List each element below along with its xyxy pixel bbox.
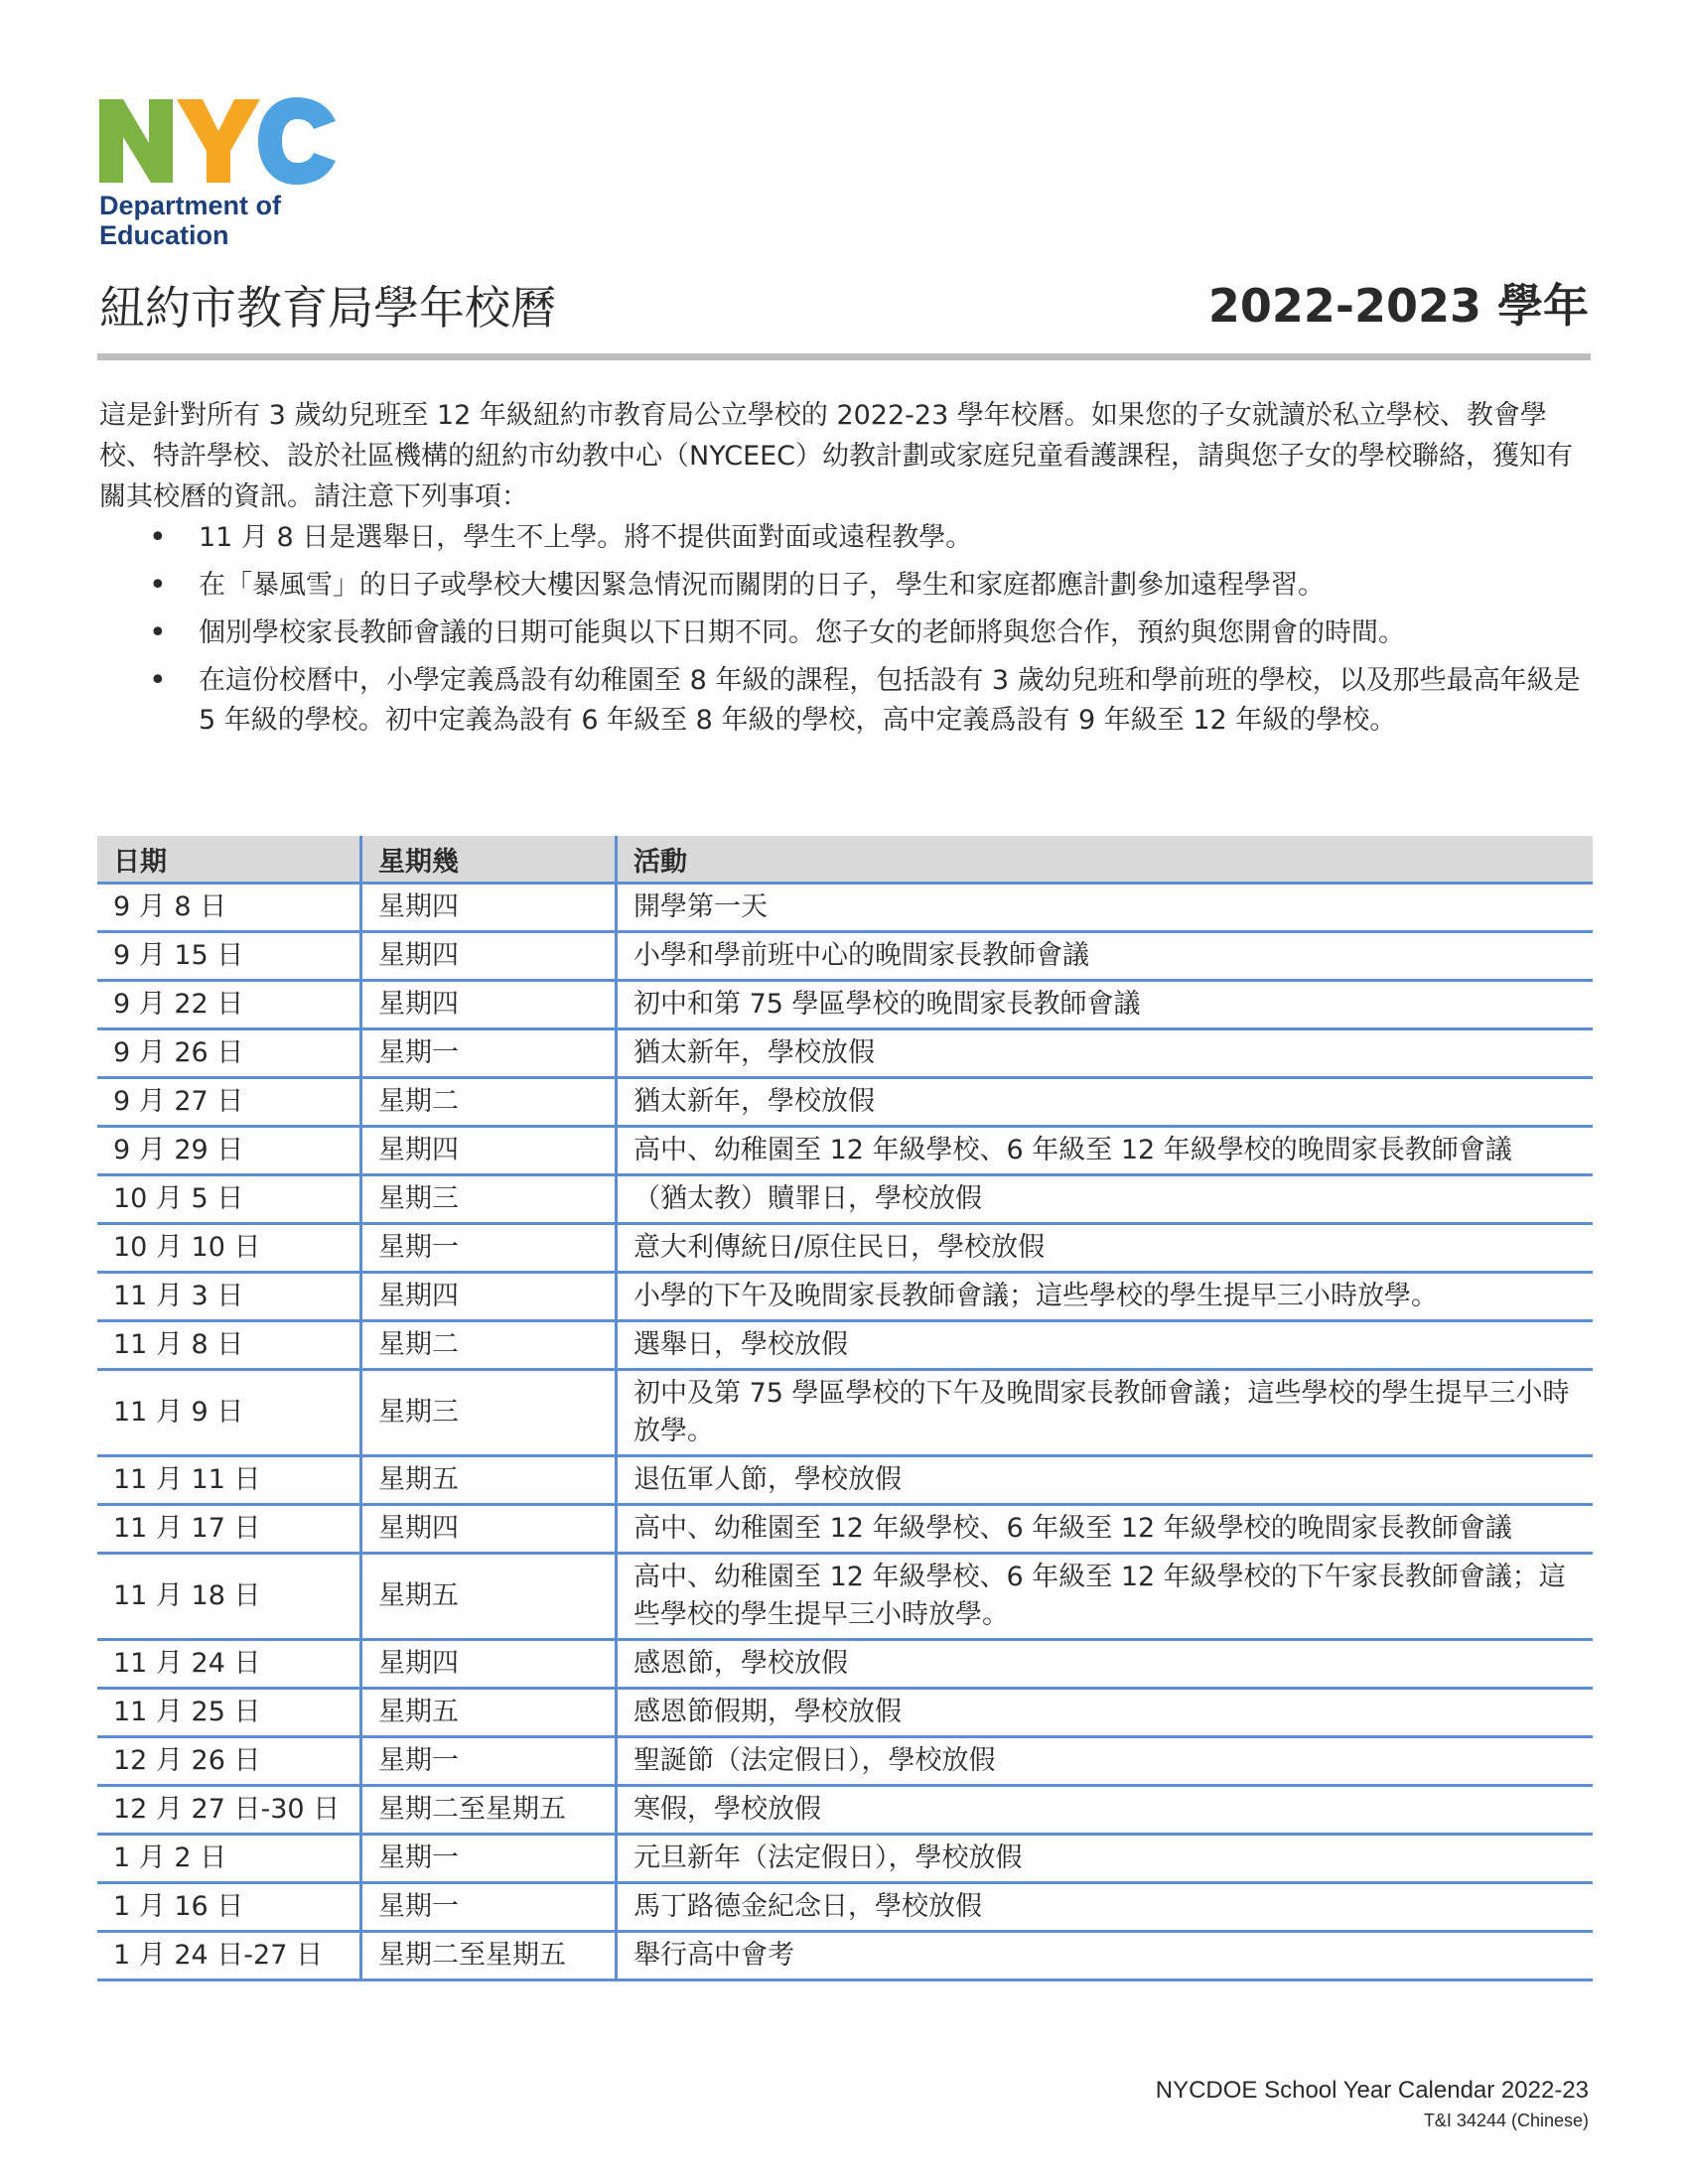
table-row: [97, 1370, 1593, 1456]
table-row: [97, 1078, 1593, 1127]
cell-date: 10 月 10 日: [97, 1224, 361, 1273]
cell-weekday: 星期五: [361, 1689, 617, 1737]
cell-activity: 聖誕節（法定假日），學校放假: [617, 1737, 1594, 1786]
cell-weekday: 星期一: [361, 1224, 617, 1273]
table-row: [97, 1932, 1593, 1980]
cell-date: 11 月 24 日: [97, 1640, 361, 1689]
cell-activity: （猶太教）贖罪日，學校放假: [617, 1175, 1594, 1224]
cell-weekday: 星期二: [361, 1321, 617, 1370]
nyc-logo-icon: [99, 95, 338, 187]
cell-activity: 小學的下午及晚間家長教師會議；這些學校的學生提早三小時放學。: [617, 1273, 1594, 1321]
cell-activity: 初中和第 75 學區學校的晚間家長教師會議: [617, 981, 1594, 1029]
cell-activity: 小學和學前班中心的晚間家長教師會議: [617, 932, 1594, 981]
nyc-doe-logo: [99, 95, 338, 250]
cell-weekday: 星期一: [361, 1883, 617, 1932]
cell-date: 11 月 8 日: [97, 1321, 361, 1370]
intro-paragraph: 這是針對所有 3 歲幼兒班至 12 年級紐約市教育局公立學校的 2022-23 學年校曆。如果您的子女就讀於私立學校、教會學校、特許學校、設於社區機構的紐約市幼教中心（NYCEEC）幼教計劃或家庭兒童看護課程，請與您子女的學校聯絡，獲知有關其校曆的資訊。請注意下列事項：: [99, 400, 1574, 512]
cell-activity: 高中、幼稚園至 12 年級學校、6 年級至 12 年級學校的下午家長教師會議；這些學校的學生提早三小時放學。: [617, 1554, 1594, 1640]
cell-weekday: 星期四: [361, 932, 617, 981]
table-row: [97, 1689, 1593, 1737]
table-row: [97, 1640, 1593, 1689]
cell-activity: 退伍軍人節，學校放假: [617, 1456, 1594, 1505]
cell-activity: 意大利傳統日/原住民日，學校放假: [617, 1224, 1594, 1273]
header-date: 日期: [97, 836, 361, 884]
cell-activity: 元旦新年（法定假日），學校放假: [617, 1835, 1594, 1883]
table-row: [97, 1273, 1593, 1321]
footer-code: T&I 34244 (Chinese): [1423, 2111, 1589, 2130]
table-row: [97, 1554, 1593, 1640]
cell-activity: 舉行高中會考: [617, 1932, 1594, 1980]
header-activity: 活動: [617, 836, 1594, 884]
calendar-body: [97, 884, 1593, 1980]
cell-weekday: 星期四: [361, 1127, 617, 1175]
cell-activity: 猶太新年，學校放假: [617, 1078, 1594, 1127]
cell-activity: 感恩節，學校放假: [617, 1640, 1594, 1689]
cell-activity: 感恩節假期，學校放假: [617, 1689, 1594, 1737]
cell-date: 12 月 26 日: [97, 1737, 361, 1786]
table-row: [97, 884, 1593, 932]
cell-date: 9 月 29 日: [97, 1127, 361, 1175]
cell-weekday: 星期二: [361, 1078, 617, 1127]
header-divider: [97, 353, 1591, 360]
table-row: [97, 1029, 1593, 1078]
cell-date: 12 月 27 日-30 日: [97, 1786, 361, 1835]
cell-date: 11 月 25 日: [97, 1689, 361, 1737]
cell-date: 10 月 5 日: [97, 1175, 361, 1224]
cell-date: 9 月 26 日: [97, 1029, 361, 1078]
dept-line-2: Education: [99, 220, 229, 250]
notes-list: [99, 518, 1589, 749]
table-row: [97, 1786, 1593, 1835]
cell-activity: 選舉日，學校放假: [617, 1321, 1594, 1370]
cell-weekday: 星期一: [361, 1029, 617, 1078]
table-row: [97, 1224, 1593, 1273]
footer-title: NYCDOE School Year Calendar 2022-23: [1155, 2077, 1589, 2104]
note-item: • 在這份校曆中，小學定義爲設有幼稚園至 8 年級的課程，包括設有 3 歲幼兒班和學前班的學校，以及那些最高年級是 5 年級的學校。初中定義為設有 6 年級至 8 年級的學校，高中定義爲設有 9 年級至 12 年級的學校。: [99, 661, 1589, 741]
table-row: [97, 932, 1593, 981]
cell-activity: 馬丁路德金紀念日，學校放假: [617, 1883, 1594, 1932]
note-item: • 11 月 8 日是選舉日，學生不上學。將不提供面對面或遠程教學。: [99, 518, 1589, 558]
cell-activity: 寒假，學校放假: [617, 1786, 1594, 1835]
cell-activity: 開學第一天: [617, 884, 1594, 932]
cell-date: 1 月 2 日: [97, 1835, 361, 1883]
table-row: [97, 1883, 1593, 1932]
cell-activity: 高中、幼稚園至 12 年級學校、6 年級至 12 年級學校的晚間家長教師會議: [617, 1505, 1594, 1554]
dept-line-1: Department of: [99, 191, 282, 220]
cell-weekday: 星期五: [361, 1456, 617, 1505]
table-row: [97, 1456, 1593, 1505]
table-row: [97, 1737, 1593, 1786]
header-weekday: 星期幾: [361, 836, 617, 884]
calendar-table: [97, 836, 1593, 1981]
table-row: [97, 1175, 1593, 1224]
table-row: [97, 1835, 1593, 1883]
cell-date: 11 月 18 日: [97, 1554, 361, 1640]
cell-activity: 初中及第 75 學區學校的下午及晚間家長教師會議；這些學校的學生提早三小時放學。: [617, 1370, 1594, 1456]
page-title: 紐約市教育局學年校曆: [99, 281, 556, 335]
cell-weekday: 星期一: [361, 1835, 617, 1883]
cell-weekday: 星期二至星期五: [361, 1786, 617, 1835]
cell-weekday: 星期三: [361, 1175, 617, 1224]
cell-weekday: 星期四: [361, 1505, 617, 1554]
table-row: [97, 1127, 1593, 1175]
cell-activity: 高中、幼稚園至 12 年級學校、6 年級至 12 年級學校的晚間家長教師會議: [617, 1127, 1594, 1175]
cell-date: 11 月 9 日: [97, 1370, 361, 1456]
cell-weekday: 星期三: [361, 1370, 617, 1456]
cell-date: 9 月 27 日: [97, 1078, 361, 1127]
cell-date: 11 月 17 日: [97, 1505, 361, 1554]
cell-activity: 猶太新年，學校放假: [617, 1029, 1594, 1078]
cell-date: 9 月 8 日: [97, 884, 361, 932]
cell-date: 11 月 11 日: [97, 1456, 361, 1505]
cell-weekday: 星期四: [361, 981, 617, 1029]
cell-weekday: 星期五: [361, 1554, 617, 1640]
cell-weekday: 星期四: [361, 884, 617, 932]
table-row: [97, 1505, 1593, 1554]
cell-date: 1 月 24 日-27 日: [97, 1932, 361, 1980]
cell-weekday: 星期四: [361, 1640, 617, 1689]
cell-weekday: 星期四: [361, 1273, 617, 1321]
cell-weekday: 星期二至星期五: [361, 1932, 617, 1980]
school-year: 2022-2023 學年: [1207, 279, 1589, 333]
cell-date: 9 月 22 日: [97, 981, 361, 1029]
cell-date: 11 月 3 日: [97, 1273, 361, 1321]
note-item: • 個別學校家長教師會議的日期可能與以下日期不同。您子女的老師將與您合作，預約與您開會的時間。: [99, 614, 1589, 653]
cell-weekday: 星期一: [361, 1737, 617, 1786]
table-header-row: [97, 836, 1593, 884]
cell-date: 9 月 15 日: [97, 932, 361, 981]
table-row: [97, 981, 1593, 1029]
note-item: • 在「暴風雪」的日子或學校大樓因緊急情況而關閉的日子，學生和家庭都應計劃參加遠程學習。: [99, 566, 1589, 606]
cell-date: 1 月 16 日: [97, 1883, 361, 1932]
table-row: [97, 1321, 1593, 1370]
